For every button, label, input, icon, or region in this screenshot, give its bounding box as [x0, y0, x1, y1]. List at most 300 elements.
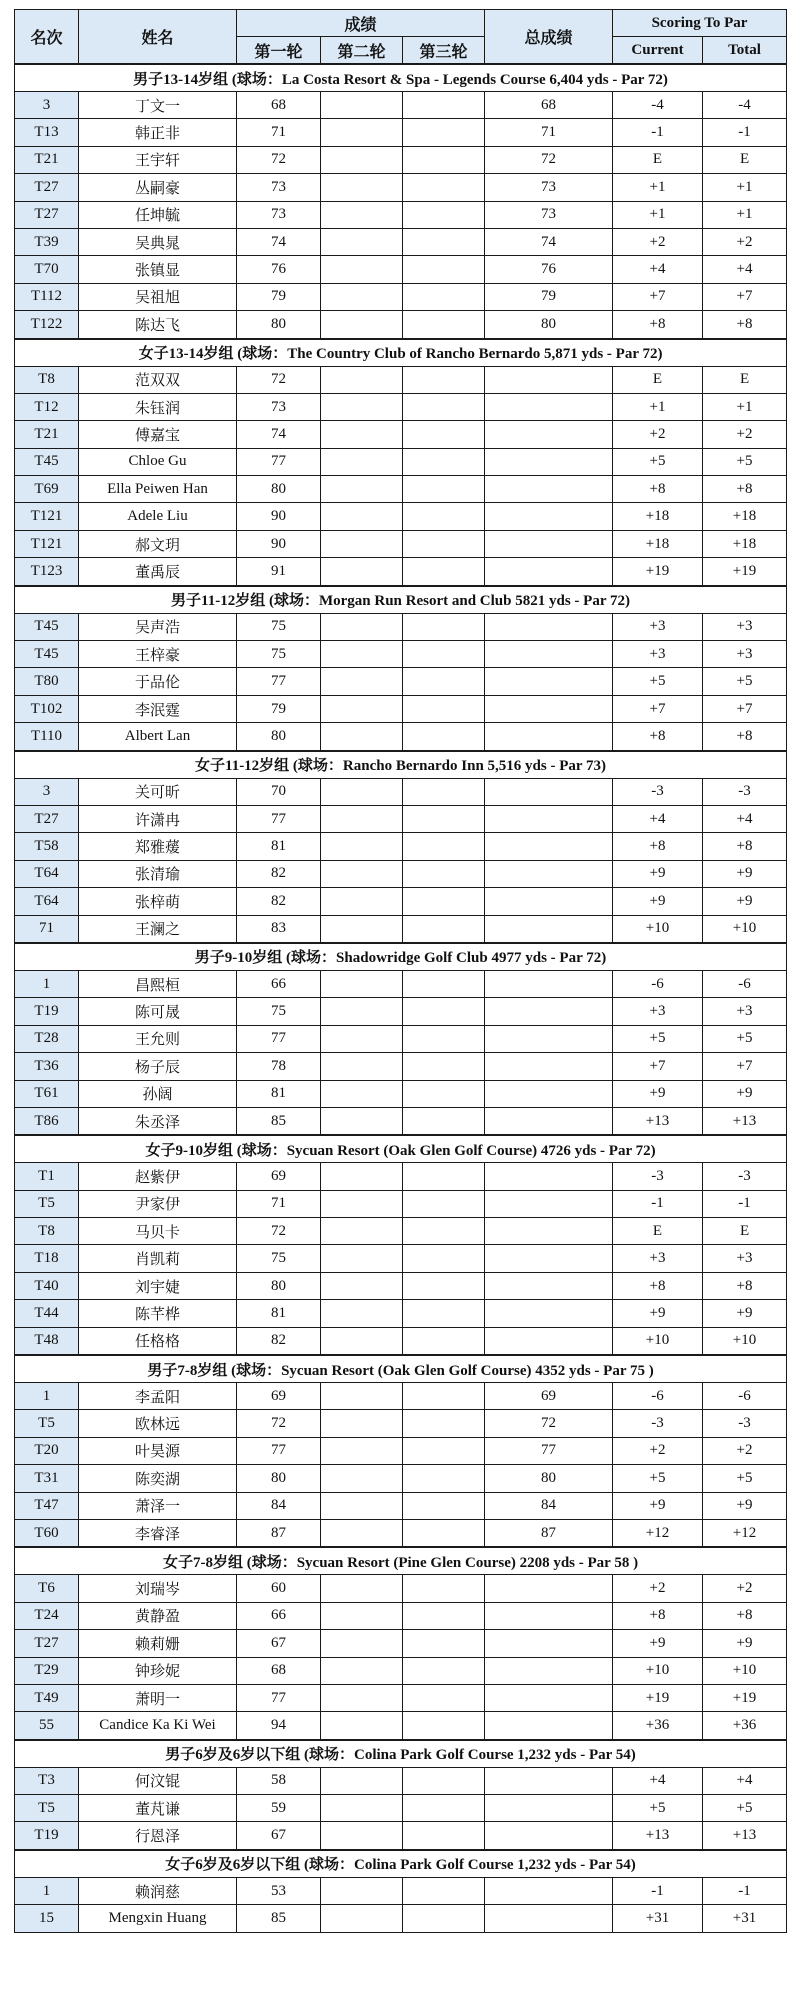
total-to-par-cell: -1 [703, 1877, 787, 1904]
total-to-par-cell: E [703, 146, 787, 173]
current-to-par-cell: +5 [613, 668, 703, 695]
round1-cell: 75 [237, 613, 321, 640]
current-to-par-cell: +5 [613, 1025, 703, 1052]
rank-cell: 71 [15, 915, 79, 943]
total-score-header: 总成绩 [485, 10, 613, 65]
round1-cell: 70 [237, 778, 321, 805]
name-cell: 任格格 [79, 1327, 237, 1355]
rank-cell: T122 [15, 311, 79, 339]
rank-cell: T45 [15, 641, 79, 668]
group-header-row [15, 943, 787, 971]
round1-cell: 69 [237, 1163, 321, 1190]
total-to-par-cell: +5 [703, 1795, 787, 1822]
round3-cell [403, 283, 485, 310]
rank-cell: T6 [15, 1575, 79, 1602]
round2-cell [321, 695, 403, 722]
rank-cell: T80 [15, 668, 79, 695]
current-to-par-cell: +3 [613, 641, 703, 668]
total-to-par-cell: +31 [703, 1905, 787, 1932]
round2-cell [321, 1053, 403, 1080]
name-cell: 朱钰润 [79, 393, 237, 420]
round3-cell [403, 174, 485, 201]
round2-cell [321, 778, 403, 805]
round3-cell [403, 146, 485, 173]
total-score-cell [485, 641, 613, 668]
current-to-par-cell: -1 [613, 1877, 703, 1904]
total-to-par-cell: +5 [703, 668, 787, 695]
total-score-cell: 74 [485, 228, 613, 255]
total-to-par-cell: +2 [703, 1575, 787, 1602]
round1-cell: 72 [237, 1410, 321, 1437]
total-to-par-cell: +4 [703, 256, 787, 283]
name-cell: 钟珍妮 [79, 1657, 237, 1684]
group-title: 女子7-8岁组 (球场：Sycuan Resort (Pine Glen Course) 2208 yds - Par 58 ) [15, 1547, 787, 1575]
rank-cell: T39 [15, 228, 79, 255]
table-row [15, 1245, 787, 1272]
name-cell: 陈奕湖 [79, 1465, 237, 1492]
total-to-par-cell: +9 [703, 1080, 787, 1107]
round2-cell [321, 1602, 403, 1629]
table-row [15, 1822, 787, 1850]
round1-cell: 75 [237, 641, 321, 668]
total-to-par-cell: +3 [703, 613, 787, 640]
table-row [15, 1795, 787, 1822]
total-to-par-cell: +8 [703, 1602, 787, 1629]
name-cell: 丛嗣豪 [79, 174, 237, 201]
round2-cell [321, 311, 403, 339]
current-to-par-cell: +3 [613, 1245, 703, 1272]
round1-cell: 74 [237, 421, 321, 448]
current-to-par-cell: +8 [613, 833, 703, 860]
name-cell: 刘瑞岑 [79, 1575, 237, 1602]
round3-cell [403, 1877, 485, 1904]
round2-cell [321, 1300, 403, 1327]
rank-cell: T27 [15, 201, 79, 228]
total-score-cell: 72 [485, 1410, 613, 1437]
round3-cell [403, 1657, 485, 1684]
current-to-par-cell: +19 [613, 1684, 703, 1711]
round1-cell: 71 [237, 1190, 321, 1217]
round1-cell: 73 [237, 201, 321, 228]
round1-cell: 79 [237, 283, 321, 310]
total-score-cell [485, 1767, 613, 1794]
total-score-cell [485, 1272, 613, 1299]
round2-cell [321, 1905, 403, 1932]
table-row [15, 530, 787, 557]
current-to-par-cell: +18 [613, 503, 703, 530]
name-cell: 李泯霆 [79, 695, 237, 722]
name-cell: 杨子辰 [79, 1053, 237, 1080]
total-to-par-cell: +9 [703, 888, 787, 915]
round2-cell [321, 1575, 403, 1602]
rank-cell: 1 [15, 1383, 79, 1410]
round3-cell [403, 998, 485, 1025]
round2-cell [321, 805, 403, 832]
group-title: 男子9-10岁组 (球场：Shadowridge Golf Club 4977 yds - Par 72) [15, 943, 787, 971]
round3-cell [403, 476, 485, 503]
group-header-row [15, 1547, 787, 1575]
round3-cell [403, 448, 485, 475]
total-score-cell [485, 1684, 613, 1711]
total-score-cell: 80 [485, 311, 613, 339]
current-to-par-cell: +13 [613, 1822, 703, 1850]
total-score-cell [485, 1877, 613, 1904]
rank-cell: T8 [15, 366, 79, 393]
round2-cell [321, 1163, 403, 1190]
round2-cell [321, 1190, 403, 1217]
name-cell: 关可昕 [79, 778, 237, 805]
name-cell: 董禹辰 [79, 558, 237, 586]
round1-cell: 82 [237, 1327, 321, 1355]
name-cell: 马贝卡 [79, 1218, 237, 1245]
rank-cell: T69 [15, 476, 79, 503]
rank-cell: T70 [15, 256, 79, 283]
rank-cell: T5 [15, 1190, 79, 1217]
round3-cell [403, 1795, 485, 1822]
round1-cell: 71 [237, 119, 321, 146]
table-row [15, 833, 787, 860]
round1-cell: 72 [237, 366, 321, 393]
round1-cell: 66 [237, 970, 321, 997]
round3-cell [403, 1712, 485, 1740]
total-to-par-cell: -3 [703, 1163, 787, 1190]
total-to-par-cell: +9 [703, 1630, 787, 1657]
round1-cell: 81 [237, 1080, 321, 1107]
rank-cell: 3 [15, 92, 79, 119]
round2-cell [321, 283, 403, 310]
name-cell: 昌熙桓 [79, 970, 237, 997]
current-to-par-cell: -3 [613, 1410, 703, 1437]
total-to-par-cell: +10 [703, 915, 787, 943]
rank-cell: 1 [15, 1877, 79, 1904]
total-to-par-cell: +3 [703, 1245, 787, 1272]
name-cell: 丁文一 [79, 92, 237, 119]
rank-cell: T60 [15, 1519, 79, 1547]
total-score-cell: 76 [485, 256, 613, 283]
current-to-par-cell: +8 [613, 476, 703, 503]
round2-cell [321, 1025, 403, 1052]
current-to-par-cell: +10 [613, 1327, 703, 1355]
round3-cell [403, 970, 485, 997]
round2-cell [321, 1465, 403, 1492]
rank-cell: T18 [15, 1245, 79, 1272]
current-to-par-cell: +1 [613, 393, 703, 420]
round2-cell [321, 366, 403, 393]
rank-cell: T121 [15, 503, 79, 530]
table-row [15, 1877, 787, 1904]
total-to-par-cell: +2 [703, 228, 787, 255]
round3-cell [403, 1025, 485, 1052]
round1-cell: 80 [237, 1272, 321, 1299]
name-cell: Adele Liu [79, 503, 237, 530]
table-row [15, 1383, 787, 1410]
total-to-par-cell: +12 [703, 1519, 787, 1547]
rank-cell: T24 [15, 1602, 79, 1629]
table-row [15, 1767, 787, 1794]
current-to-par-cell: +10 [613, 1657, 703, 1684]
name-cell: 王宇轩 [79, 146, 237, 173]
table-row [15, 805, 787, 832]
round2-cell [321, 1410, 403, 1437]
total-to-par-cell: -3 [703, 778, 787, 805]
round2-cell [321, 1218, 403, 1245]
round2-cell [321, 448, 403, 475]
total-score-cell [485, 1602, 613, 1629]
round1-cell: 68 [237, 1657, 321, 1684]
rank-cell: T40 [15, 1272, 79, 1299]
name-cell: 赵紫伊 [79, 1163, 237, 1190]
total-to-par-cell: +13 [703, 1822, 787, 1850]
total-score-cell [485, 723, 613, 751]
round2-cell [321, 503, 403, 530]
current-to-par-cell: +8 [613, 1602, 703, 1629]
name-cell: 于品伦 [79, 668, 237, 695]
table-row [15, 1519, 787, 1547]
round3-cell [403, 1410, 485, 1437]
round1-cell: 78 [237, 1053, 321, 1080]
total-to-par-cell: -6 [703, 1383, 787, 1410]
round1-cell: 87 [237, 1519, 321, 1547]
rank-cell: 3 [15, 778, 79, 805]
round2-cell [321, 1822, 403, 1850]
rank-cell: 15 [15, 1905, 79, 1932]
round3-cell [403, 1218, 485, 1245]
total-to-par-cell: +7 [703, 1053, 787, 1080]
round2-cell [321, 1437, 403, 1464]
rank-cell: 55 [15, 1712, 79, 1740]
total-score-cell [485, 805, 613, 832]
rank-cell: T49 [15, 1684, 79, 1711]
total-score-cell [485, 1822, 613, 1850]
total-to-par-cell: E [703, 1218, 787, 1245]
rank-cell: 1 [15, 970, 79, 997]
table-row [15, 695, 787, 722]
total-to-par-cell: +10 [703, 1657, 787, 1684]
rank-cell: T3 [15, 1767, 79, 1794]
round3-cell [403, 1163, 485, 1190]
table-row [15, 256, 787, 283]
total-score-cell [485, 778, 613, 805]
total-score-cell [485, 1795, 613, 1822]
table-row [15, 503, 787, 530]
table-row [15, 174, 787, 201]
group-header-row [15, 751, 787, 779]
round1-cell: 90 [237, 530, 321, 557]
table-row [15, 1107, 787, 1135]
rank-cell: T20 [15, 1437, 79, 1464]
name-cell: Ella Peiwen Han [79, 476, 237, 503]
table-row [15, 1575, 787, 1602]
group-title: 男子11-12岁组 (球场：Morgan Run Resort and Club 5821 yds - Par 72) [15, 586, 787, 614]
name-cell: 吴声浩 [79, 613, 237, 640]
rank-cell: T21 [15, 146, 79, 173]
total-score-cell [485, 668, 613, 695]
total-score-cell [485, 1025, 613, 1052]
total-to-par-cell: +18 [703, 530, 787, 557]
table-row [15, 1163, 787, 1190]
round1-cell: 66 [237, 1602, 321, 1629]
current-to-par-cell: +8 [613, 311, 703, 339]
group-title: 女子13-14岁组 (球场：The Country Club of Rancho Bernardo 5,871 yds - Par 72) [15, 339, 787, 367]
round2-cell [321, 1492, 403, 1519]
round3-cell [403, 201, 485, 228]
current-to-par-cell: -4 [613, 92, 703, 119]
total-to-par-cell: +2 [703, 421, 787, 448]
total-score-cell [485, 833, 613, 860]
group-title: 男子7-8岁组 (球场：Sycuan Resort (Oak Glen Golf Course) 4352 yds - Par 75 ) [15, 1355, 787, 1383]
round3-cell [403, 1630, 485, 1657]
current-to-par-cell: -6 [613, 1383, 703, 1410]
rank-cell: T8 [15, 1218, 79, 1245]
current-to-par-cell: +9 [613, 1080, 703, 1107]
round1-cell: 84 [237, 1492, 321, 1519]
round3-cell [403, 421, 485, 448]
total-to-par-cell: +1 [703, 393, 787, 420]
total-score-cell [485, 998, 613, 1025]
table-row [15, 1630, 787, 1657]
rank-cell: T5 [15, 1795, 79, 1822]
name-cell: 张梓萌 [79, 888, 237, 915]
current-to-par-cell: +19 [613, 558, 703, 586]
rank-cell: T5 [15, 1410, 79, 1437]
round3-cell [403, 1465, 485, 1492]
round3-cell [403, 668, 485, 695]
round3-cell [403, 1080, 485, 1107]
current-to-par-cell: +8 [613, 723, 703, 751]
round2-cell [321, 393, 403, 420]
name-cell: Candice Ka Ki Wei [79, 1712, 237, 1740]
round3-cell [403, 805, 485, 832]
current-to-par-cell: +5 [613, 1465, 703, 1492]
current-to-par-cell: +3 [613, 613, 703, 640]
name-cell: 许潇冉 [79, 805, 237, 832]
round2-cell [321, 833, 403, 860]
table-row [15, 228, 787, 255]
total-to-par-cell: +1 [703, 174, 787, 201]
total-score-cell [485, 421, 613, 448]
total-score-cell: 87 [485, 1519, 613, 1547]
rank-cell: T102 [15, 695, 79, 722]
rank-cell: T12 [15, 393, 79, 420]
rank-cell: T27 [15, 1630, 79, 1657]
table-row [15, 1300, 787, 1327]
total-score-cell: 68 [485, 92, 613, 119]
round2-cell [321, 1272, 403, 1299]
group-title: 男子6岁及6岁以下组 (球场：Colina Park Golf Course 1,232 yds - Par 54) [15, 1740, 787, 1768]
round3-cell [403, 888, 485, 915]
name-cell: Albert Lan [79, 723, 237, 751]
name-cell: 赖润慈 [79, 1877, 237, 1904]
total-score-cell [485, 1657, 613, 1684]
total-to-par-cell: +2 [703, 1437, 787, 1464]
rank-cell: T61 [15, 1080, 79, 1107]
rank-cell: T31 [15, 1465, 79, 1492]
round1-cell: 58 [237, 1767, 321, 1794]
name-cell: 萧明一 [79, 1684, 237, 1711]
round3-cell [403, 1437, 485, 1464]
rank-cell: T123 [15, 558, 79, 586]
round1-cell: 77 [237, 1684, 321, 1711]
name-cell: Mengxin Huang [79, 1905, 237, 1932]
round3-cell [403, 641, 485, 668]
round2-cell [321, 970, 403, 997]
table-row [15, 119, 787, 146]
name-cell: 陈达飞 [79, 311, 237, 339]
name-cell: 王澜之 [79, 915, 237, 943]
round1-cell: 72 [237, 146, 321, 173]
rank-cell: T45 [15, 448, 79, 475]
total-to-par-cell: +9 [703, 860, 787, 887]
round1-cell: 80 [237, 476, 321, 503]
table-row [15, 1657, 787, 1684]
name-cell: 陈芊桦 [79, 1300, 237, 1327]
current-to-par-cell: +1 [613, 174, 703, 201]
round2-cell [321, 174, 403, 201]
round2-cell [321, 1383, 403, 1410]
current-to-par-cell: +4 [613, 805, 703, 832]
total-score-cell [485, 1905, 613, 1932]
current-to-par-cell: +18 [613, 530, 703, 557]
table-row [15, 1465, 787, 1492]
round1-cell: 82 [237, 888, 321, 915]
total-to-par-cell: +8 [703, 311, 787, 339]
table-row [15, 970, 787, 997]
round1-cell: 80 [237, 723, 321, 751]
round2-cell [321, 256, 403, 283]
current-to-par-cell: +9 [613, 1300, 703, 1327]
total-score-cell [485, 860, 613, 887]
rank-cell: T110 [15, 723, 79, 751]
round2-cell [321, 1327, 403, 1355]
rank-cell: T64 [15, 888, 79, 915]
round1-cell: 73 [237, 174, 321, 201]
name-cell: 范双双 [79, 366, 237, 393]
rank-cell: T13 [15, 119, 79, 146]
round1-cell: 90 [237, 503, 321, 530]
round2-cell [321, 1245, 403, 1272]
round2-cell [321, 860, 403, 887]
name-cell: 刘宇婕 [79, 1272, 237, 1299]
total-to-par-cell: +8 [703, 723, 787, 751]
total-score-cell [485, 888, 613, 915]
round1-cell: 69 [237, 1383, 321, 1410]
current-to-par-cell: +2 [613, 1437, 703, 1464]
total-to-par-cell: +3 [703, 998, 787, 1025]
total-score-cell: 73 [485, 201, 613, 228]
group-header-row [15, 1135, 787, 1163]
rank-cell: T112 [15, 283, 79, 310]
group-header-row [15, 1850, 787, 1878]
round2-cell [321, 1657, 403, 1684]
total-to-par-cell: +18 [703, 503, 787, 530]
name-cell: 郑雅蕿 [79, 833, 237, 860]
round3-cell [403, 860, 485, 887]
round3-cell [403, 1492, 485, 1519]
name-cell: 董芃谦 [79, 1795, 237, 1822]
rank-cell: T28 [15, 1025, 79, 1052]
round2-cell [321, 1712, 403, 1740]
table-row [15, 1190, 787, 1217]
round1-cell: 76 [237, 256, 321, 283]
total-score-cell [485, 530, 613, 557]
rank-cell: T121 [15, 530, 79, 557]
round1-header: 第一轮 [237, 37, 321, 65]
group-header-row [15, 64, 787, 92]
round3-cell [403, 833, 485, 860]
round3-cell [403, 1300, 485, 1327]
results-table-container [14, 9, 786, 1933]
table-row [15, 613, 787, 640]
